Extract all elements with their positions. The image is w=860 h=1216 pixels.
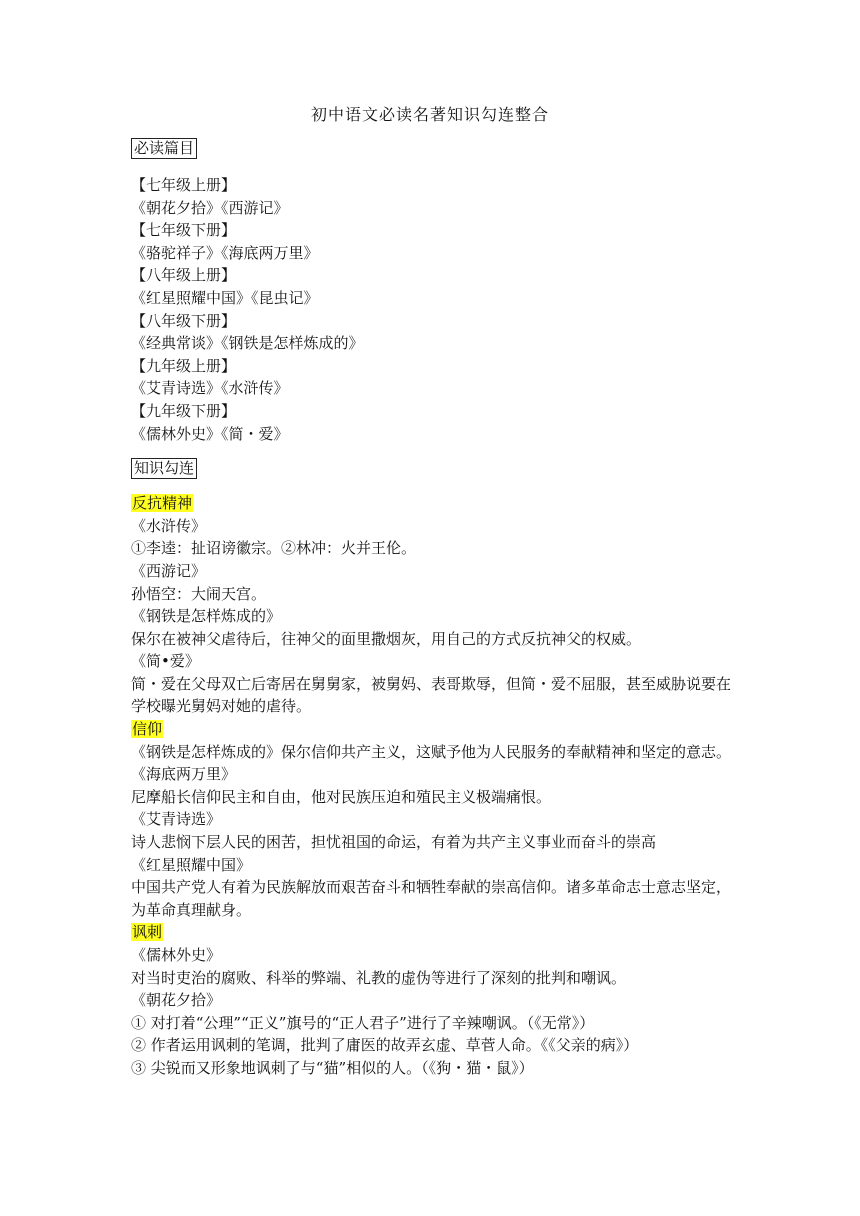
- topic-label-faith: 信仰: [132, 720, 163, 739]
- book-note: 保尔在被神父虐待后，往神父的面里撒烟灰，用自己的方式反抗神父的权威。: [131, 629, 642, 648]
- book-title: 《艾青诗选》: [131, 810, 222, 829]
- book-list: 《朝花夕拾》《西游记》: [131, 198, 289, 217]
- grade-label: 【七年级下册】: [131, 221, 237, 240]
- book-title: 《儒林外史》: [131, 946, 222, 964]
- list-item: ② 作者运用讽刺的笔调，批判了庸医的故弄玄虚、草菅人命。《《父亲的病》）: [131, 1036, 639, 1055]
- grade-label: 【九年级上册】: [131, 356, 237, 375]
- spacer: [131, 160, 731, 174]
- book-note: 孙悟空：大闹天宫。: [131, 584, 267, 603]
- book-note: 简・爱在父母双亡后寄居在舅舅家，被舅妈、表哥欺辱，但简・爱不屈服，甚至威胁说要在学校曝光舅妈对她的虐待。: [131, 674, 732, 716]
- topic-resistance: [131, 492, 731, 718]
- book-note: 中国共产党人有着为民族解放而艰苦奋斗和牺牲奉献的崇高信仰。诸多革命志士意志坚定，为革命真理献身。: [131, 878, 732, 919]
- required-reading-list: [131, 174, 731, 445]
- book-list: 《经典常谈》《钢铁是怎样炼成的》: [131, 334, 364, 353]
- grade-label: 【八年级下册】: [131, 311, 237, 330]
- required-reading-heading: 必读篇目: [131, 138, 197, 159]
- list-item: ① 对打着“公理”“正义”旗号的“正人君子”进行了辛辣嘲讽。（《无常》）: [131, 1013, 595, 1032]
- topic-label-satire: 讽刺: [132, 923, 163, 942]
- spacer: [131, 445, 731, 457]
- book-title: 《西游记》: [131, 561, 207, 580]
- book-note: 《钢铁是怎样炼成的》保尔信仰共产主义，这赋予他为人民服务的奉献精神和坚定的意志。: [131, 742, 732, 761]
- list-item: ③ 尖锐而又形象地讽刺了与“猫”相似的人。（《狗・猫・鼠》）: [131, 1058, 534, 1077]
- book-note: ①李逵：扯诏谤徽宗。②林冲：火并王伦。: [131, 539, 417, 558]
- book-title: 《钢铁是怎样炼成的》: [131, 607, 282, 626]
- topic-faith: [131, 718, 731, 921]
- book-title: 《简•爱》: [131, 652, 200, 671]
- knowledge-links-heading: 知识勾连: [131, 458, 197, 479]
- book-list: 《艾青诗选》《水浒传》: [131, 379, 289, 398]
- book-title: 《红星照耀中国》: [131, 855, 252, 874]
- page-title: 初中语文必读名著知识勾连整合: [310, 105, 549, 124]
- book-title: 《海底两万里》: [131, 765, 237, 784]
- book-list: 《红星照耀中国》《昆虫记》: [131, 288, 319, 307]
- topic-label-resistance: 反抗精神: [132, 494, 193, 513]
- book-list: 《骆驼祥子》《海底两万里》: [131, 243, 319, 262]
- grade-label: 【九年级下册】: [131, 401, 237, 420]
- grade-label: 【七年级上册】: [131, 176, 237, 194]
- book-note: 尼摩船长信仰民主和自由，他对民族压迫和殖民主义极端痛恨。: [131, 787, 552, 806]
- document-body: [131, 137, 731, 1080]
- book-title: 《朝花夕拾》: [131, 991, 222, 1010]
- grade-label: 【八年级上册】: [131, 266, 237, 285]
- spacer: [131, 480, 731, 492]
- book-list: 《儒林外史》《简・爱》: [131, 424, 289, 443]
- book-note: 对当时吏治的腐败、科举的弊端、礼教的虚伪等进行了深刻的批判和嘲讽。: [131, 968, 627, 987]
- book-title: 《水浒传》: [131, 516, 207, 535]
- topic-satire: [131, 921, 731, 1079]
- book-note: 诗人悲悯下层人民的困苦，担忧祖国的命运，有着为共产主义事业而奋斗的崇高: [131, 833, 657, 852]
